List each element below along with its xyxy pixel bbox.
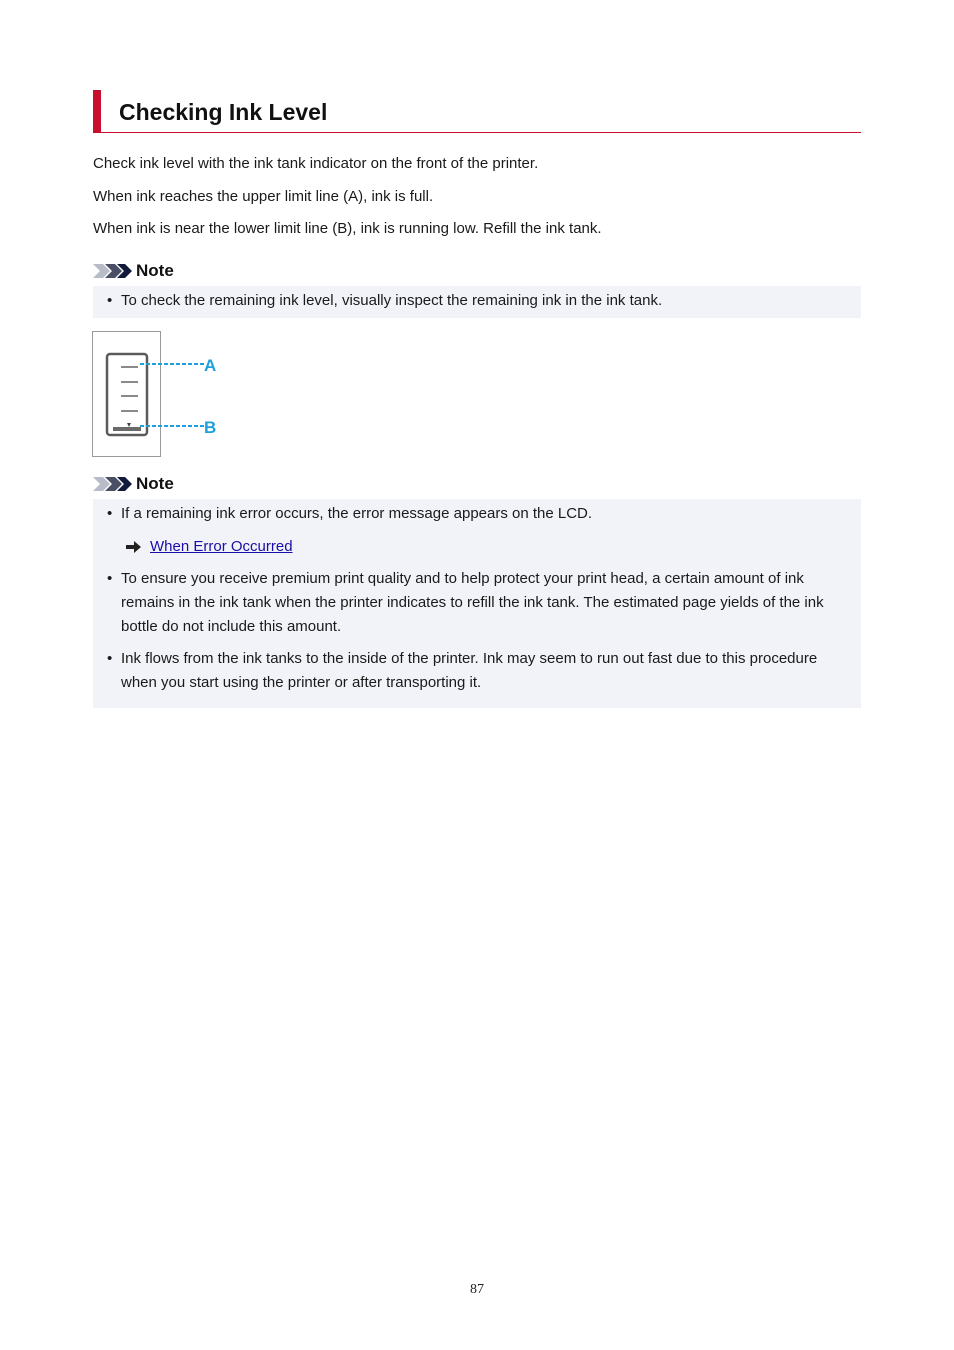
note-box — [93, 286, 861, 318]
note-chevrons-icon — [93, 264, 133, 278]
note-chevrons-icon — [93, 477, 133, 491]
page-title: Checking Ink Level — [119, 99, 328, 125]
low-level-paragraph: When ink is near the lower limit line (B), ink is running low. Refill the ink tank. — [93, 220, 602, 237]
heading-accent-bar — [93, 90, 101, 133]
note-item-text: To ensure you receive premium print quality and to help protect your print head, a certain amount of ink remains in the ink tank when the printer indicates to refill the ink tank. The estimated page yields of the ink bottle do not include this amount. — [121, 570, 824, 635]
page-number: 87 — [470, 1282, 484, 1297]
page-heading — [93, 90, 861, 133]
note-box-2 — [93, 499, 861, 708]
intro-paragraph: Check ink level with the ink tank indicator on the front of the printer. — [93, 155, 539, 172]
lower-limit-label: B — [204, 418, 217, 437]
bullet: • — [107, 292, 113, 309]
note-label: Note — [136, 474, 174, 493]
note-item-text: If a remaining ink error occurs, the error message appears on the LCD. — [121, 505, 593, 522]
bullet: • — [107, 505, 113, 522]
note-heading — [93, 261, 861, 281]
note-item-text: To check the remaining ink level, visually inspect the remaining ink in the ink tank. — [121, 292, 663, 309]
arrow-right-icon — [126, 541, 142, 553]
when-error-occurred-link[interactable]: When Error Occurred — [150, 538, 293, 555]
ink-tank-indicator-figure — [92, 331, 222, 457]
note-heading-2 — [93, 474, 861, 494]
note-item-text: Ink flows from the ink tanks to the inside of the printer. Ink may seem to run out fast due to this procedure when you start using the printer or after transporting it. — [121, 650, 818, 691]
bullet: • — [107, 570, 113, 587]
note-label: Note — [136, 261, 174, 280]
full-level-paragraph: When ink reaches the upper limit line (A), ink is full. — [93, 188, 434, 205]
upper-limit-label: A — [204, 356, 217, 375]
bullet: • — [107, 650, 113, 667]
